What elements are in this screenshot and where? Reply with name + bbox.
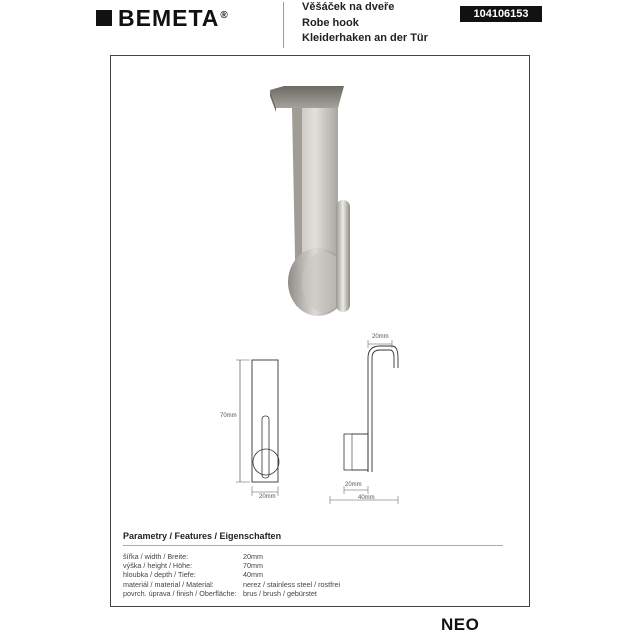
logo-square-icon bbox=[96, 10, 112, 26]
brand-logo bbox=[96, 4, 229, 32]
model-name: NEO bbox=[441, 615, 480, 634]
hook-flange bbox=[270, 86, 344, 108]
dim-top-label: 20mm bbox=[372, 334, 389, 340]
front-view-drawing bbox=[232, 348, 292, 508]
logo-text: BEMETA® bbox=[118, 5, 229, 31]
dim-inner-label: 20mm bbox=[345, 482, 362, 488]
product-photo bbox=[262, 82, 382, 322]
side-outline bbox=[372, 350, 394, 472]
title-cz: Věšáček na dveře bbox=[302, 1, 395, 13]
specs-title: Parametry / Features / Eigenschaften bbox=[123, 531, 282, 541]
title-de: Kleiderhaken an der Tür bbox=[302, 32, 428, 44]
dim-width-label: 20mm bbox=[259, 494, 276, 500]
title-en: Robe hook bbox=[302, 16, 359, 29]
spec-row: povrch. úprava / finish / Oberfläche: brus / brush / gebürstet bbox=[123, 588, 317, 598]
specs-table bbox=[123, 552, 403, 598]
hook-pin bbox=[336, 200, 350, 312]
spec-row: výška / height / Höhe: 70mm bbox=[123, 561, 263, 571]
spec-row: šířka / width / Breite: 20mm bbox=[123, 552, 263, 561]
spec-row: materiál / material / Material: nerez / stainless steel / rostfrei bbox=[123, 579, 341, 589]
front-outline bbox=[252, 360, 278, 482]
product-code: 104106153 bbox=[460, 6, 542, 22]
dim-height-label: 70mm bbox=[220, 413, 237, 419]
product-titles bbox=[302, 0, 428, 47]
spec-row: hloubka / depth / Tiefe: 40mm bbox=[123, 570, 263, 580]
header-divider bbox=[283, 2, 284, 48]
side-view-drawing bbox=[322, 328, 402, 512]
specs-divider bbox=[123, 545, 503, 546]
dim-depth-label: 40mm bbox=[358, 495, 375, 501]
